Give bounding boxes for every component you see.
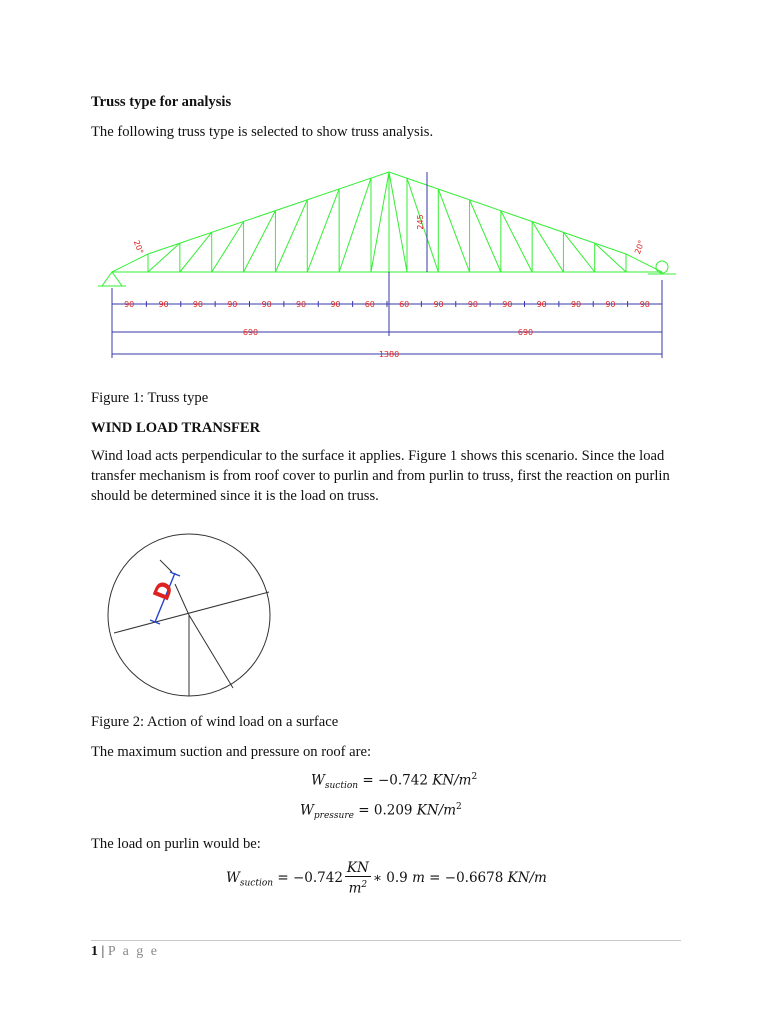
equation-pressure: $W_{pressure} = 0.209$ $KN/m^2$ <box>300 802 462 822</box>
truss-diagonal <box>371 172 389 272</box>
panel-label: 90 <box>605 300 616 309</box>
truss-diagonal <box>148 243 180 272</box>
panel-label: 90 <box>330 300 341 309</box>
left-overhang <box>112 254 148 272</box>
pin-support <box>102 272 122 286</box>
wind-action-figure <box>0 520 768 710</box>
d-label: D <box>149 578 180 605</box>
truss-diagonal <box>595 243 626 272</box>
truss-diagonal <box>389 172 407 272</box>
heading-wind-load: WIND LOAD TRANSFER <box>91 420 261 436</box>
page-word: P a g e <box>107 944 160 959</box>
truss-diagonal <box>470 200 501 272</box>
roller-support <box>656 261 668 273</box>
panel-label: 90 <box>124 300 135 309</box>
footer-sep: | <box>98 944 108 959</box>
purlin-text: The load on purlin would be: <box>91 836 261 852</box>
panel-label: 90 <box>192 300 204 309</box>
half-span-left-label: 690 <box>242 328 259 337</box>
truss-diagonal <box>180 232 212 272</box>
panel-label: 90 <box>158 300 169 309</box>
figure2-caption: Figure 2: Action of wind load on a surface <box>91 714 339 730</box>
panel-label: 90 <box>433 300 444 309</box>
height-label: 245 <box>416 214 425 230</box>
footer-rule <box>91 940 681 941</box>
intro-text: The following truss type is selected to show truss analysis. <box>91 124 434 140</box>
truss-diagonal <box>532 222 563 272</box>
truss-diagonal <box>307 189 339 272</box>
panel-label: 90 <box>467 300 479 309</box>
equation-suction: $W_{suction} = -0.742$ $KN/m^2$ <box>311 772 478 792</box>
panel-label: 90 <box>227 300 238 309</box>
heading-truss-type: Truss type for analysis <box>91 94 232 110</box>
panel-label: 60 <box>364 300 375 309</box>
panel-label: 60 <box>399 300 410 309</box>
truss-diagonal <box>438 189 469 272</box>
truss-diagonal <box>275 200 307 272</box>
truss-diagonal <box>212 221 244 272</box>
max-text: The maximum suction and pressure on roof are: <box>91 744 372 760</box>
right-rafter <box>389 172 626 254</box>
panel-label: 90 <box>502 300 513 309</box>
truss-diagonal <box>563 232 594 272</box>
truss-figure <box>0 162 768 362</box>
panel-label: 90 <box>536 300 547 309</box>
wind-paragraph: Wind load acts perpendicular to the surface it applies. Figure 1 shows this scenario. Since the load transfer mechanism is from roof cover to purlin and from purlin to truss, first the reaction on purlin should be determined since it is the load on truss. <box>91 448 670 504</box>
panel-label: 90 <box>261 300 272 309</box>
page-footer <box>91 944 159 960</box>
panel-label: 90 <box>295 300 307 309</box>
panel-label: 90 <box>570 300 582 309</box>
panel-label: 90 <box>639 300 650 309</box>
left-rafter <box>148 172 389 254</box>
roof-line <box>114 592 269 633</box>
page-number: 1 <box>91 944 98 959</box>
truss-diagonal <box>339 178 371 272</box>
equation-purlin-load: $W_{suction} = -0.742$ $\frac{KN}{m^2}$ ∗ 0.9 m = −0.6678 KN/m <box>226 860 547 897</box>
half-span-right-label: 690 <box>517 328 534 337</box>
normal-line-2 <box>189 615 233 688</box>
left-angle-label: 20° <box>131 238 146 256</box>
total-span-label: 1380 <box>378 350 400 359</box>
figure1-caption: Figure 1: Truss type <box>91 390 209 406</box>
right-angle-label: 20° <box>632 238 647 256</box>
tick-line <box>160 560 172 572</box>
